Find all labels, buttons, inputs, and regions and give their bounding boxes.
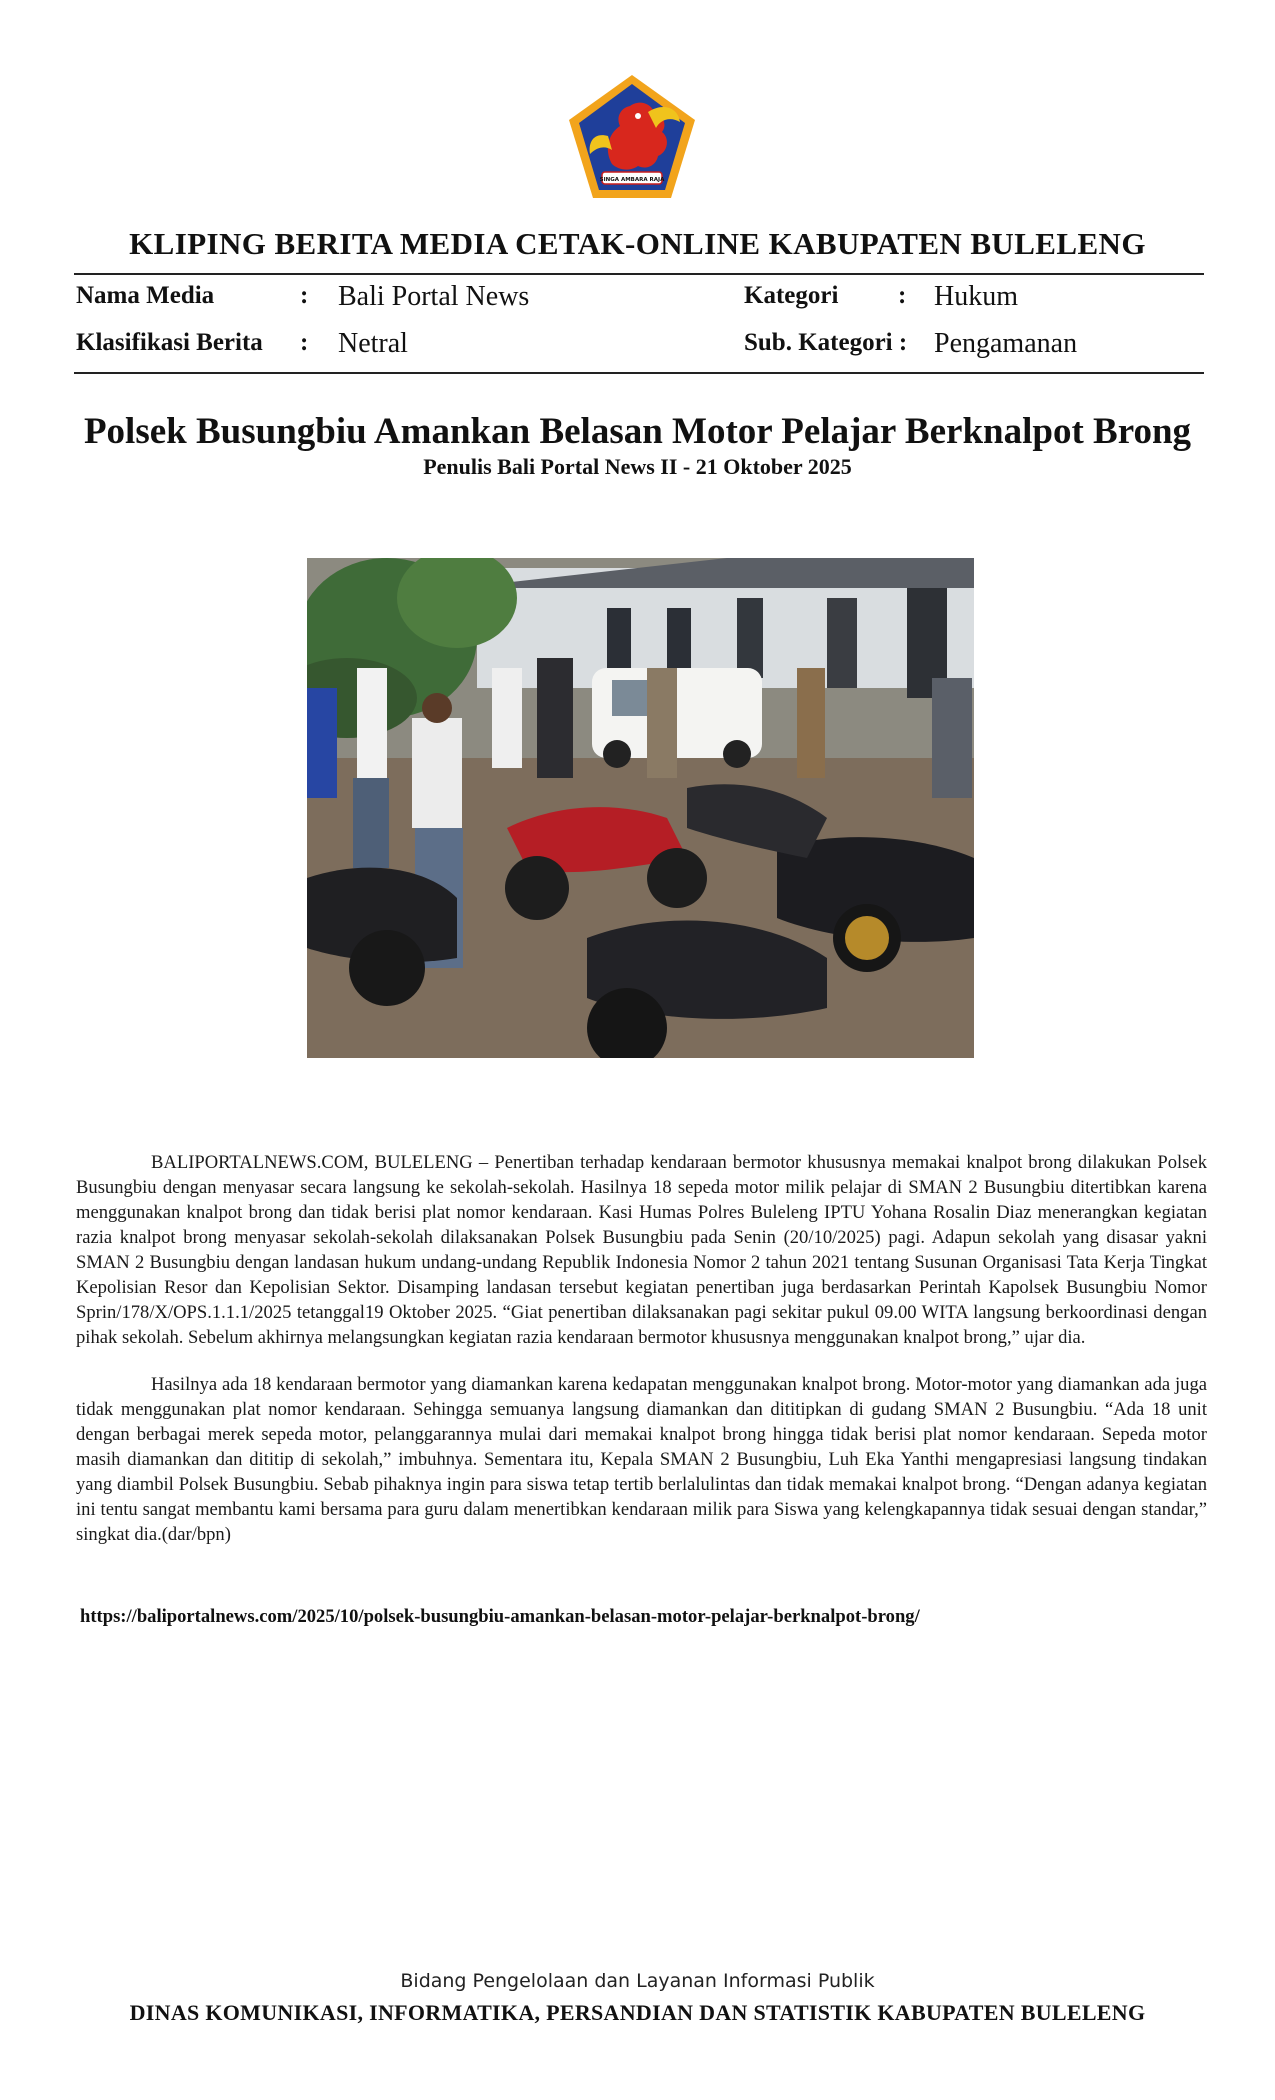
media-value: Bali Portal News bbox=[338, 281, 530, 312]
klasifikasi-value: Netral bbox=[338, 328, 408, 359]
document-title: KLIPING BERITA MEDIA CETAK-ONLINE KABUPATEN BULELENG bbox=[129, 226, 1146, 261]
buleleng-crest-icon bbox=[564, 72, 700, 202]
news-photo bbox=[307, 558, 974, 1058]
meta-bottom-divider bbox=[74, 372, 1204, 374]
footer-agency: DINAS KOMUNIKASI, INFORMATIKA, PERSANDIAN DAN STATISTIK KABUPATEN BULELENG bbox=[129, 2000, 1146, 2025]
meta-top-divider bbox=[74, 273, 1204, 275]
kategori-value: Hukum bbox=[934, 281, 1018, 312]
logo-motto: SINGA AMBARA RAJA bbox=[599, 177, 665, 183]
article-body bbox=[76, 1150, 1207, 1569]
article-paragraph-1: BALIPORTALNEWS.COM, BULELENG – Penertiban terhadap kendaraan bermotor khususnya memakai knalpot brong dilakukan Polsek Busungbiu dengan menyasar secara langsung ke sekolah-sekolah. Hasilnya 18 sepeda motor milik pelajar di SMAN 2 Busungbiu ditertibkan karena menggunakan knalpot brong dan tidak berisi plat nomor kendaraan. Kasi Humas Polres Buleleng IPTU Yohana Rosalin Diaz menerangkan kegiatan razia knalpot brong menyasar sekolah-sekolah dilaksanakan Polsek Busungbiu pada Senin (20/10/2025) pagi. Adapun sekolah yang disasar yakni SMAN 2 Busungbiu dengan landasan hukum undang-undang Republik Indonesia Nomor 2 tahun 2021 tentang Susunan Organisasi Tata Kerja Tingkat Kepolisian Resor dan Kepolisian Sektor. Disamping landasan tersebut kegiatan penertiban juga berdasarkan Perintah Kapolsek Busungbiu Nomor Sprin/178/X/OPS.1.1.1/2025 tetanggal19 Oktober 2025. “Giat penertiban dilaksanakan pagi sekitar pukul 09.00 WITA langsung berkoordinasi dengan pihak sekolah. Sebelum akhirnya melangsungkan kegiatan razia kendaraan bermotor khususnya menggunakan knalpot brong,” ujar dia. bbox=[76, 1152, 1207, 1348]
klasifikasi-label: Klasifikasi Berita bbox=[76, 329, 263, 356]
article-paragraph-2: Hasilnya ada 18 kendaraan bermotor yang diamankan karena kedapatan menggunakan knalpot brong. Motor-motor yang diamankan ada juga tidak menggunakan plat nomor kendaraan. Sehingga semuanya langsung diamankan dan dititipkan di gudang SMAN 2 Busungbiu. “Ada 18 unit dengan berbagai merek sepeda motor, pelanggarannya mulai dari memakai knalpot brong hingga tidak berisi plat nomor kendaraan. Sepeda motor masih diamankan dan dititip di sekolah,” imbuhnya. Sementara itu, Kepala SMAN 2 Busungbiu, Luh Eka Yanthi mengapresiasi langsung tindakan yang diambil Polsek Busungbiu. Sebab pihaknya ingin para siswa tetap tertib berlalulintas dan tidak memakai knalpot brong. “Dengan adanya kegiatan ini tentu sangat membantu kami bersama para guru dalam menertibkan kendaraan milik para Siswa yang kelengkapannya tidak sesuai dengan standar,” singkat dia.(dar/bpn) bbox=[76, 1374, 1207, 1545]
klasifikasi-colon: : bbox=[300, 329, 309, 356]
article-headline: Polsek Busungbiu Amankan Belasan Motor Pelajar Berknalpot Brong bbox=[83, 411, 1192, 452]
footer-department: Bidang Pengelolaan dan Layanan Informasi Publik bbox=[400, 1970, 875, 1992]
source-url-link[interactable]: https://baliportalnews.com/2025/10/polsek-busungbiu-amankan-belasan-motor-pelajar-berknalpot-brong/ bbox=[80, 1606, 920, 1627]
media-label: Nama Media bbox=[76, 282, 215, 309]
kategori-label: Kategori bbox=[744, 282, 839, 309]
subkategori-label: Sub. Kategori : bbox=[744, 329, 908, 356]
article-byline: Penulis Bali Portal News II - 21 Oktober 2025 bbox=[423, 454, 852, 479]
kategori-colon: : bbox=[898, 282, 907, 309]
media-colon: : bbox=[300, 282, 309, 309]
subkategori-value: Pengamanan bbox=[934, 328, 1078, 359]
